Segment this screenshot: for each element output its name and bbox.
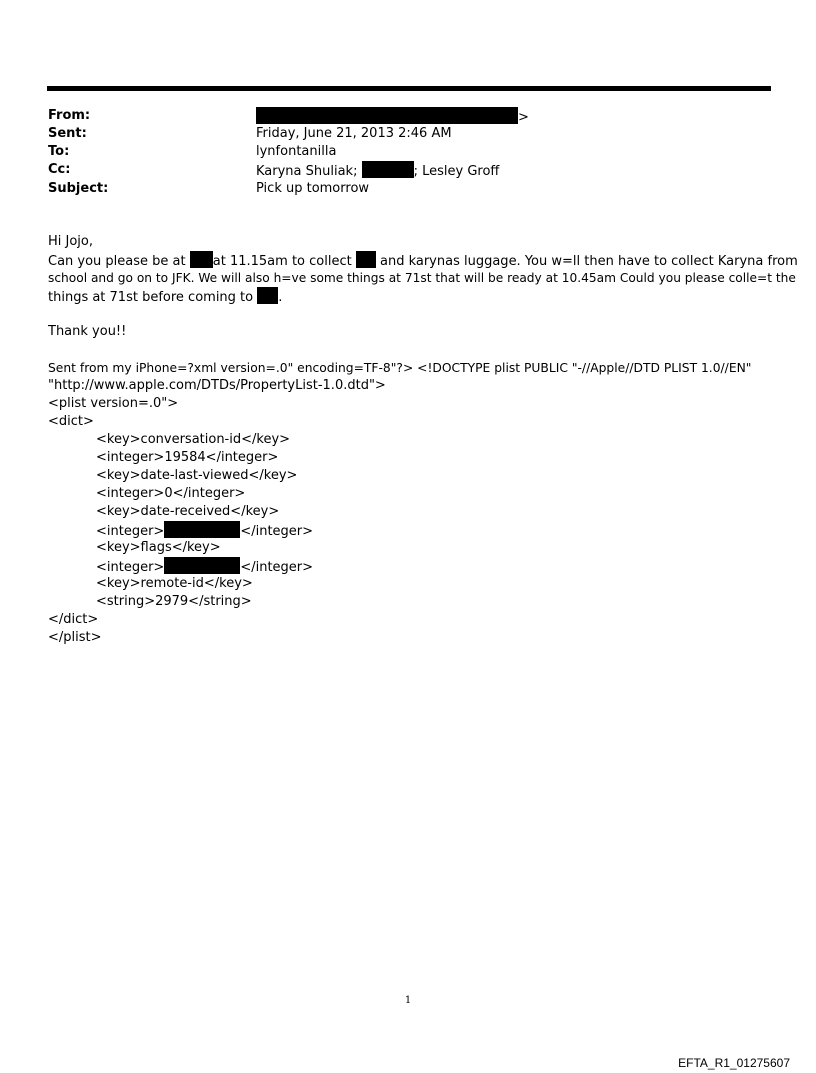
redaction-box [164,557,240,574]
dict-close: </dict> [48,612,99,627]
plist-tag: </integer> [240,560,314,575]
signature-line-2: "http://www.apple.com/DTDs/PropertyList-1.0.dtd"> [48,378,386,393]
redaction-box [257,287,278,304]
redaction-box [356,251,376,268]
plist-tag: </integer> [240,524,314,539]
cc-recipient-1: Karyna Shuliak; [256,164,358,179]
message-line-2: school and go on to JFK. We will also h=ve some things at 71st that will be ready at 10.45am Could you please colle=t the [48,271,796,285]
cc-label: Cc: [48,162,71,177]
plist-open: <plist version=.0"> [48,396,179,411]
plist-value [96,521,313,541]
subject-value: Pick up tomorrow [256,181,370,196]
document-id: EFTA_R1_01275607 [678,1056,790,1070]
signature-line-1: Sent from my iPhone=?xml version=.0" encoding=TF-8"?> <!DOCTYPE plist PUBLIC "-//Apple//DTD PLIST 1.0//EN" [48,361,752,375]
dict-open: <dict> [48,414,94,429]
plist-tag: <integer> [96,524,165,539]
message-text: Can you please be at [48,254,186,269]
redaction-box [164,521,240,538]
from-suffix: > [518,110,529,125]
from-value [256,107,529,127]
to-label: To: [48,144,70,159]
plist-value: <string>2979</string> [96,594,252,609]
sent-value: Friday, June 21, 2013 2:46 AM [256,126,452,141]
message-line-1 [48,251,798,271]
message-text: and karynas luggage. You w=ll then have to collect Karyna from [379,254,798,269]
message-line-3 [48,287,282,307]
subject-label: Subject: [48,181,109,196]
greeting: Hi Jojo, [48,234,94,249]
plist-value: <integer>0</integer> [96,486,246,501]
message-text: . [278,290,283,305]
plist-key: <key>conversation-id</key> [96,432,291,447]
sent-label: Sent: [48,126,87,141]
plist-key: <key>remote-id</key> [96,576,253,591]
message-text: at 11.15am to collect [212,254,352,269]
message-text: things at 71st before coming to [48,290,254,305]
redaction-box [362,161,414,178]
thanks-line: Thank you!! [48,324,127,339]
plist-value: <integer>19584</integer> [96,450,279,465]
plist-value [96,557,313,577]
plist-key: <key>date-last-viewed</key> [96,468,298,483]
cc-recipient-3: ; Lesley Groff [413,164,500,179]
to-value: lynfontanilla [256,144,337,159]
plist-key: <key>flags</key> [96,540,221,555]
page-number: 1 [404,995,412,1006]
from-label: From: [48,108,91,123]
plist-tag: <integer> [96,560,165,575]
plist-key: <key>date-received</key> [96,504,280,519]
cc-value [256,161,499,181]
header-rule [47,86,771,91]
redaction-box [256,107,518,124]
plist-close: </plist> [48,630,102,645]
redaction-box [190,251,213,268]
